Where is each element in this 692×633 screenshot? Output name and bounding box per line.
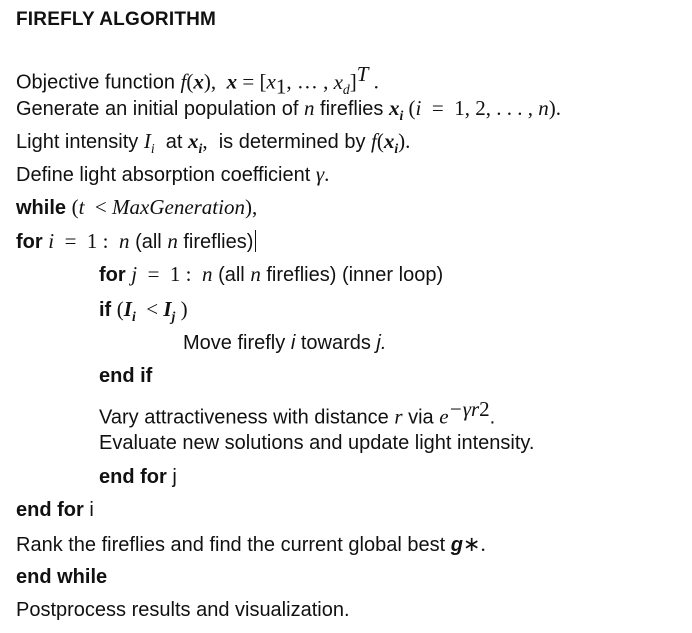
text-cursor xyxy=(255,230,256,252)
line-end-for-i: end for i xyxy=(16,499,94,521)
algorithm-title: FIREFLY ALGORITHM xyxy=(16,9,217,30)
line-rank: Rank the fireflies and find the current global best g∗. xyxy=(16,532,486,556)
line-for-j: for j = 1 : n (all n fireflies) (inner loop) xyxy=(99,262,444,286)
line-end-while: end while xyxy=(16,566,108,588)
line-for-i: for i = 1 : n (all n fireflies) xyxy=(16,229,256,254)
line-postprocess: Postprocess results and visualization. xyxy=(16,599,350,621)
line-while: while (t < MaxGeneration), xyxy=(16,195,258,219)
line-end-for-j: end for j xyxy=(99,466,177,488)
line-light-intensity: Light intensity $I_i$ at $x_i$, is determined by $f(x_i)$. xyxy=(16,129,411,157)
line-if: if ($I_i < I_j$ ) xyxy=(99,297,188,325)
line-end-if: end if xyxy=(99,365,153,387)
line-vary-attractiveness: Vary attractiveness with distance r via $e^{-\gamma r2}$. xyxy=(99,397,496,429)
line-evaluate: Evaluate new solutions and update light intensity. xyxy=(99,432,535,454)
line-initial-population: Generate an initial population of n fireflies $x_i$ (i = 1, 2, . . . , n). xyxy=(16,96,561,124)
line-absorption: Define light absorption coefficient γ. xyxy=(16,162,330,186)
line-objective: Objective function f(x), $x = [x_1$, … , $x_d]^T$ . xyxy=(16,62,379,99)
line-move-firefly: Move firefly i towards j. xyxy=(183,332,387,354)
